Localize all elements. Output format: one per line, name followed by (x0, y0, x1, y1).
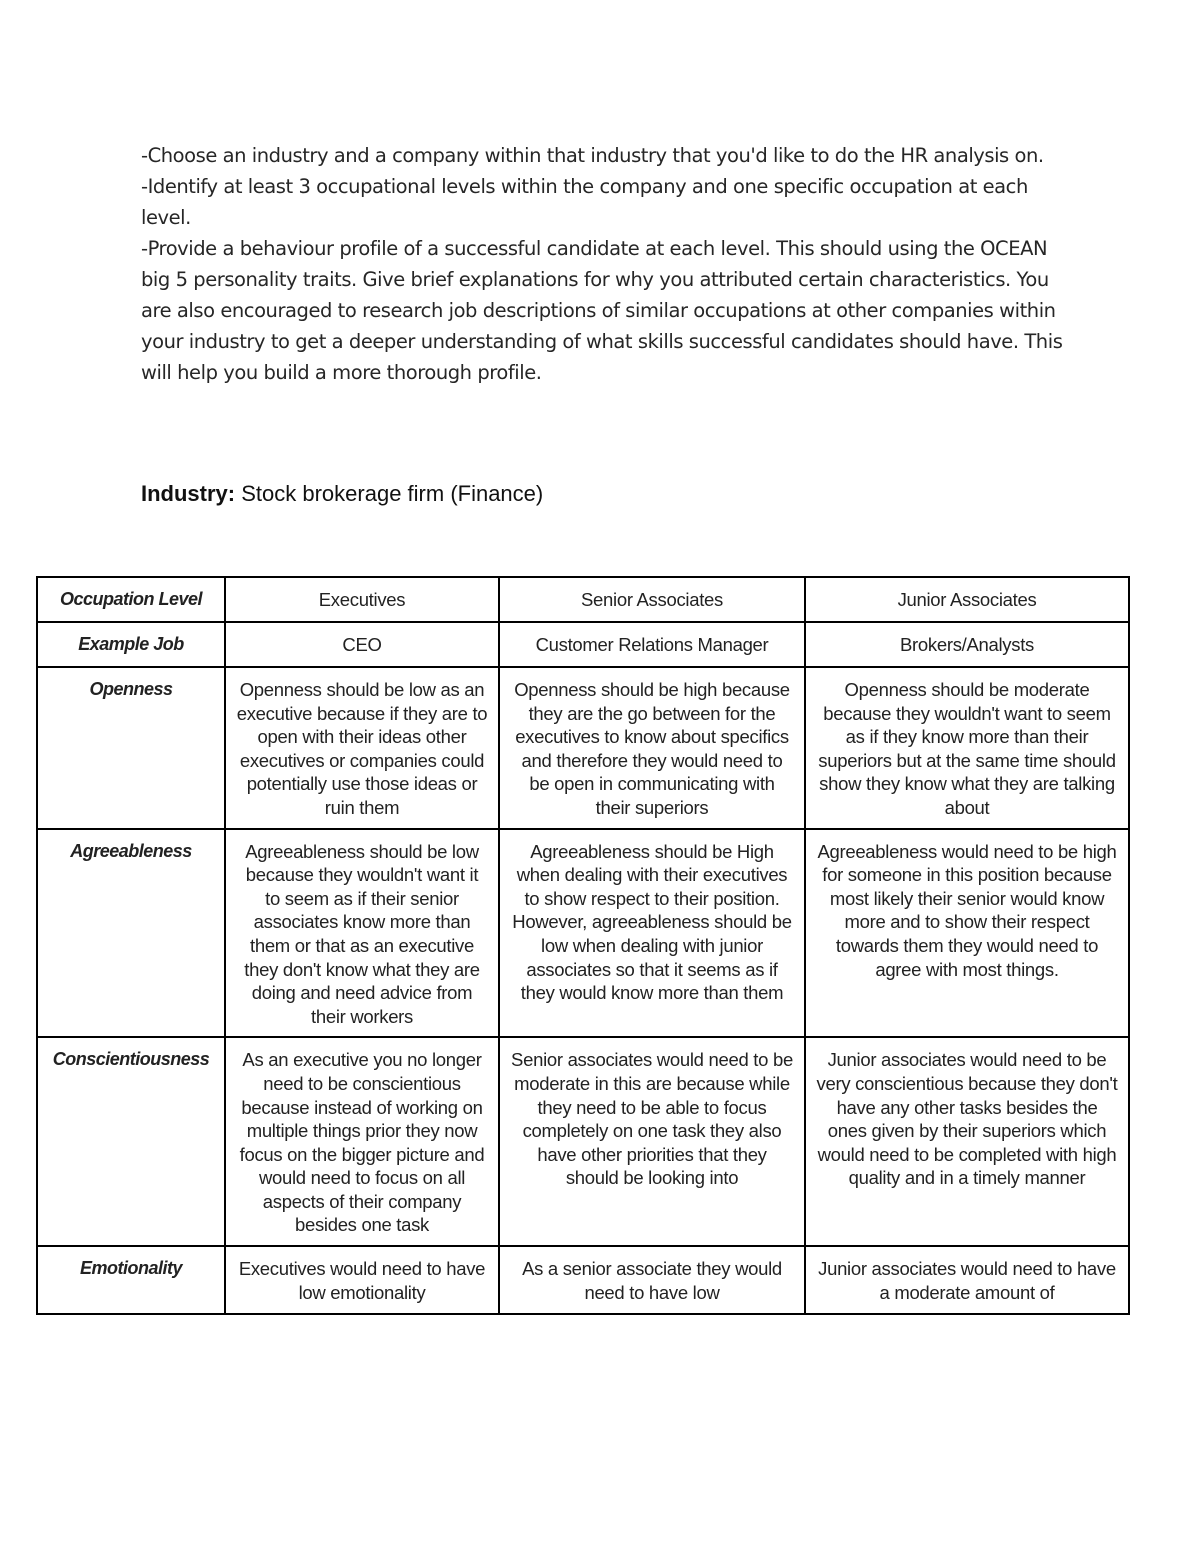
row-header: Occupation Level (37, 577, 225, 622)
table-row-conscientiousness (37, 1037, 1129, 1246)
table-cell: Junior associates would need to be very conscientious because they don't have any other tasks besides the ones given by their superiors which would need to be completed with high quality and in a timely manner (805, 1037, 1129, 1246)
industry-label: Industry: (141, 481, 236, 506)
table-cell: As an executive you no longer need to be conscientious because instead of working on multiple things prior they now focus on the bigger picture and would need to focus on all aspects of their company besides one task (225, 1037, 499, 1246)
instructions-block (141, 140, 1071, 388)
row-header: Conscientiousness (37, 1037, 225, 1246)
row-header: Openness (37, 667, 225, 829)
table-cell: Executives (225, 577, 499, 622)
table-cell: Senior Associates (499, 577, 805, 622)
table-row-agreeableness (37, 829, 1129, 1038)
table-cell: Junior Associates (805, 577, 1129, 622)
row-header: Agreeableness (37, 829, 225, 1038)
table-cell: Senior associates would need to be moderate in this are because while they need to be able to focus completely on one task they also have other priorities that they should be looking into (499, 1037, 805, 1246)
table-cell: Openness should be moderate because they wouldn't want to seem as if they know more than their superiors but at the same time should show they know what they are talking about (805, 667, 1129, 829)
table-cell: Junior associates would need to have a moderate amount of (805, 1246, 1129, 1314)
table-row-emotionality (37, 1246, 1129, 1314)
table-row-occupation-level (37, 577, 1129, 622)
table-cell: Agreeableness should be High when dealing with their executives to show respect to their position. However, agreeableness should be low when dealing with junior associates so that it seems as if they would know more than them (499, 829, 805, 1038)
table-cell: Executives would need to have low emotionality (225, 1246, 499, 1314)
table-cell: Customer Relations Manager (499, 622, 805, 667)
table-cell: Openness should be low as an executive because if they are to open with their ideas other executives or companies could potentially use those ideas or ruin them (225, 667, 499, 829)
table-cell: Openness should be high because they are the go between for the executives to know about specifics and therefore they would need to be open in communicating with their superiors (499, 667, 805, 829)
industry-line (141, 481, 543, 507)
row-header: Example Job (37, 622, 225, 667)
table-cell: Brokers/Analysts (805, 622, 1129, 667)
instruction-item: -Provide a behaviour profile of a successful candidate at each level. This should using the OCEAN big 5 personality traits. Give brief explanations for why you attributed certain characteristics. You are also encouraged to research job descriptions of similar occupations at other companies within your industry to get a deeper understanding of what skills successful candidates should have. This will help you build a more thorough profile. (141, 237, 1063, 384)
instruction-item: -Choose an industry and a company within that industry that you'd like to do the HR analysis on. (141, 144, 1044, 167)
row-header: Emotionality (37, 1246, 225, 1314)
table-cell: CEO (225, 622, 499, 667)
instruction-item: -Identify at least 3 occupational levels within the company and one specific occupation at each level. (141, 175, 1028, 229)
industry-value: Stock brokerage firm (Finance) (235, 481, 544, 506)
table-row-example-job (37, 622, 1129, 667)
table-cell: Agreeableness would need to be high for someone in this position because most likely their senior would know more and to show their respect towards them they would need to agree with most things. (805, 829, 1129, 1038)
table-row-openness (37, 667, 1129, 829)
ocean-profile-table (36, 576, 1130, 1315)
table-cell: Agreeableness should be low because they wouldn't want it to seem as if their senior associates know more than them or that as an executive they don't know what they are doing and need advice from their workers (225, 829, 499, 1038)
table-cell: As a senior associate they would need to have low (499, 1246, 805, 1314)
